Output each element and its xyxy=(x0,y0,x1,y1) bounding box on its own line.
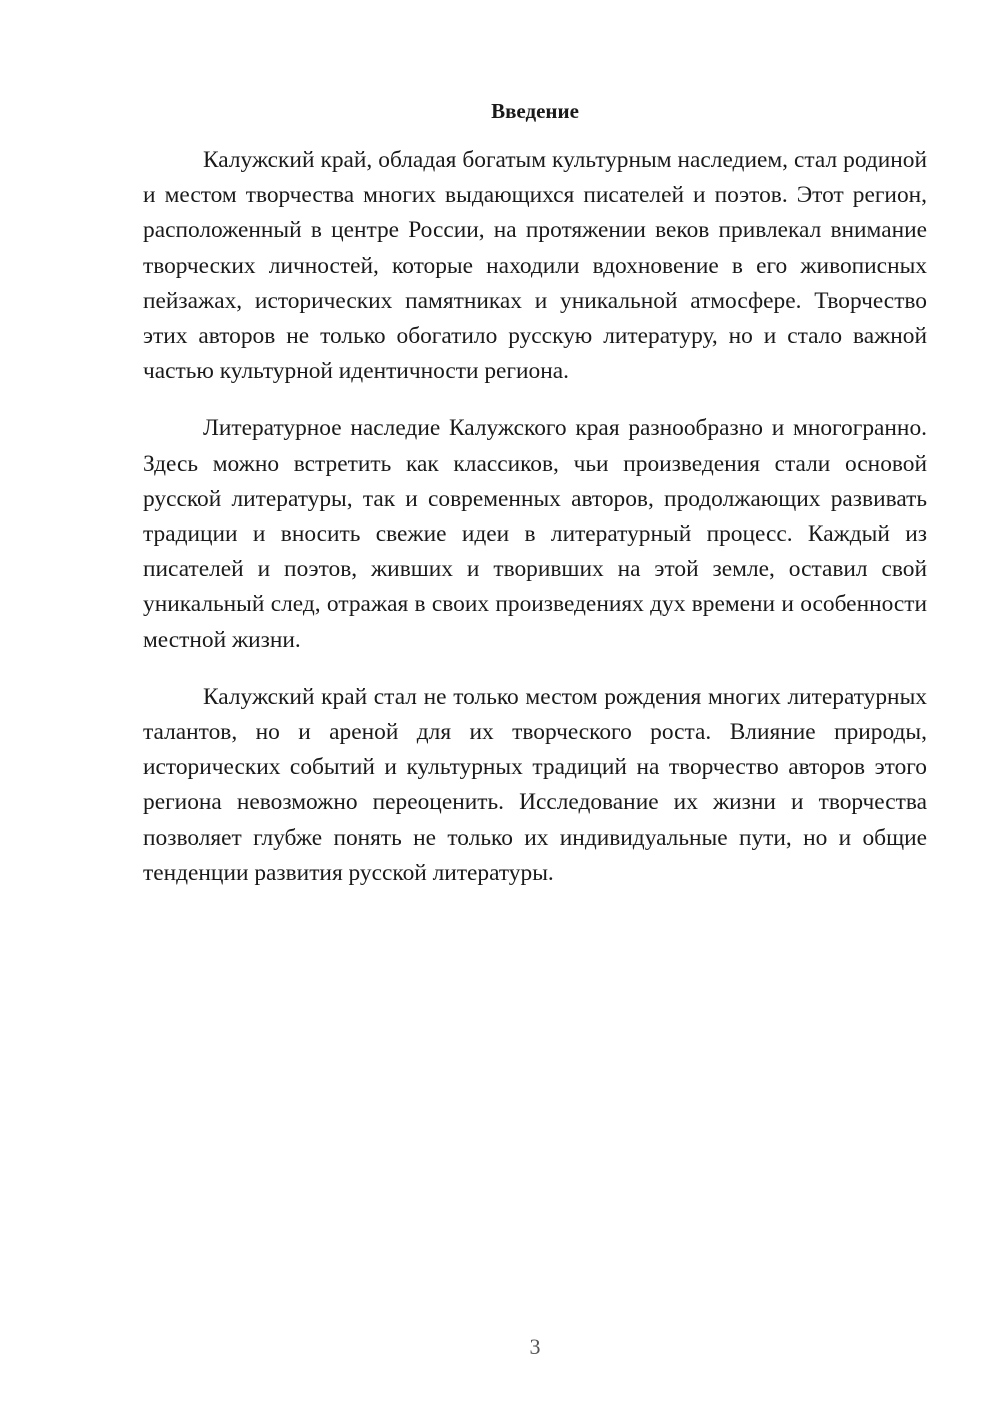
body-text xyxy=(143,143,927,913)
page-number: 3 xyxy=(529,1334,541,1359)
paragraph-1: Калужский край, обладая богатым культурным наследием, стал родиной и местом творчества многих выдающихся писателей и поэтов. Этот регион, расположенный в центре России, на протяжении веков привлекал внимание творческих личностей, которые находили вдохновение в его живописных пейзажах, исторических памятниках и уникальной атмосфере. Творчество этих авторов не только обогатило русскую литературу, но и стало важной частью культурной идентичности региона. xyxy=(143,147,927,385)
section-heading: Введение xyxy=(491,99,579,123)
paragraph-2: Литературное наследие Калужского края разнообразно и многогранно. Здесь можно встретить как классиков, чьи произведения стали основой русской литературы, так и современных авторов, продолжающих развивать традиции и вносить свежие идеи в литературный процесс. Каждый из писателей и поэтов, живших и творивших на этой земле, оставил свой уникальный след, отражая в своих произведениях дух времени и особенности местной жизни. xyxy=(143,415,927,653)
paragraph-3: Калужский край стал не только местом рождения многих литературных талантов, но и ареной для их творческого роста. Влияние природы, исторических событий и культурных традиций на творчество авторов этого региона невозможно переоценить. Исследование их жизни и творчества позволяет глубже понять не только их индивидуальные пути, но и общие тенденции развития русской литературы. xyxy=(143,683,927,886)
